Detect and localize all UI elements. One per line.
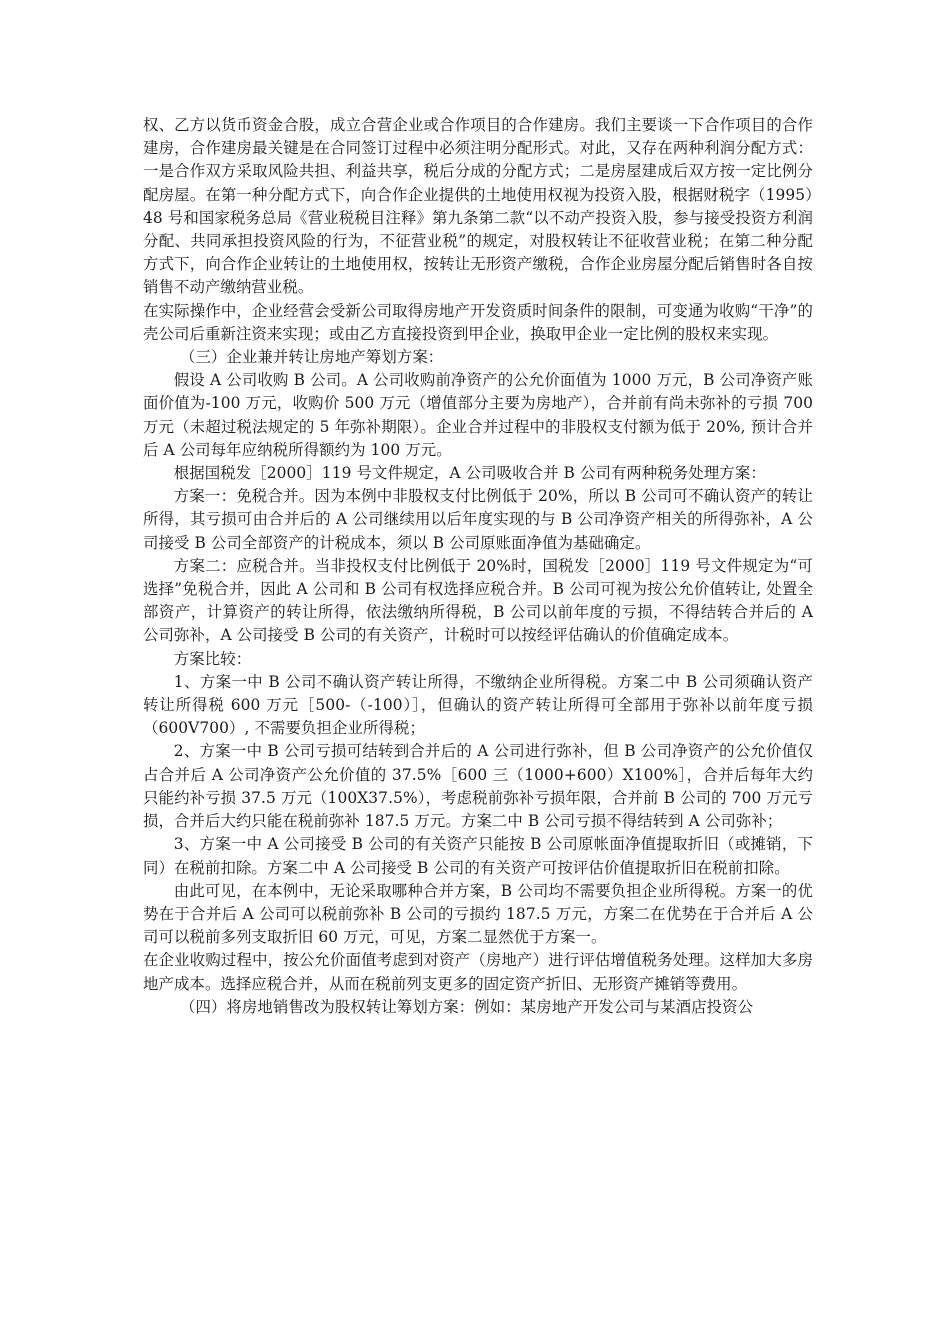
paragraph-practical-operation: 在实际操作中，企业经营会受新公司取得房地产开发资质时间条件的限制，可变通为收购“干净”的壳公司后重新注资来实现；或由乙方直接投资到甲企业，换取甲企业一定比例的股权来实现。 <box>143 301 813 343</box>
document-body <box>143 114 813 1019</box>
paragraph-acquisition: 在企业收购过程中，按公允价面值考虑到对资产（房地产）进行评估增值税务处理。这样加大多房地产成本。选择应税合并，从而在税前列支更多的固定资产折旧、无形资产摊销等费用。 <box>143 951 813 993</box>
paragraph-assumption: 假设 A 公司收购 B 公司。A 公司收购前净资产的公允价面值为 1000 万元，B 公司净资产账面价值为-100 万元，收购价 500 万元（增值部分主要为房地产），合并前有尚未弥补的亏损 700 万元（未超过税法规定的 5 年弥补期限）。企业合并过程中的非股权支付额为低于 20%, 预计合并后 A 公司每年应纳税所得额约为 100 万元。 <box>143 371 813 459</box>
list-item-comparison-1: 1、方案一中 B 公司不确认资产转让所得，不缴纳企业所得税。方案二中 B 公司须确认资产转让所得税 600 万元［500-（-100）］，但确认的资产转让所得可全部用于弥补以前年度亏损（600V700）, 不需要负担企业所得税； <box>143 672 813 738</box>
paragraph-plan-two: 方案二：应税合并。当非投权支付比例低于 20%时，国税发［2000］119 号文件规定为“可选择”免税合并，因此 A 公司和 B 公司有权选择应税合并。B 公司可视为按公允价值转让, 处置全部资产，计算资产的转让所得，依法缴纳所得税，B 公司以前年度的亏损，不得结转合并后的 A 公司弥补，A 公司接受 B 公司的有关资产，计税时可以按经评估确认的价值确定成本。 <box>143 556 813 645</box>
list-item-comparison-3: 3、方案一中 A 公司接受 B 公司的有关资产只能按 B 公司原帐面净值提取折旧（或摊销，下同）在税前扣除。方案二中 A 公司接受 B 公司的有关资产可按评估价值提取折旧在税前扣除。 <box>143 835 813 877</box>
section-heading-merger: （三）企业兼并转让房地产筹划方案： <box>179 348 444 367</box>
paragraph-regulation: 根据国税发［2000］119 号文件规定，A 公司吸收合并 B 公司有两种税务处理方案： <box>173 464 766 483</box>
paragraph-comparison-label: 方案比较： <box>173 649 252 668</box>
paragraph-conclusion: 由此可见，在本例中，无论采取哪种合并方案，B 公司均不需要负担企业所得税。方案一的优势在于合并后 A 公司可以税前弥补 B 公司的亏损约 187.5 万元，方案二在优势在于合并后 A 公司可以税前多列支取折旧 60 万元，可见，方案二显然优于方案一。 <box>143 881 813 947</box>
list-item-comparison-2: 2、方案一中 B 公司亏损可结转到合并后的 A 公司进行弥补，但 B 公司净资产的公允价值仅占合并后 A 公司净资产公允价值的 37.5%［600 三（1000+600）X100%］，合并后每年大约只能约补亏损 37.5 万元（100X37.5%），考虑税前弥补亏损年限，合并前 B 公司的 700 万元亏损，合并后大约只能在税前弥补 187.5 万元。方案二中 B 公司亏损不得结转到 A 公司弥补； <box>143 742 813 831</box>
paragraph-plan-one: 方案一：免税合并。因为本例中非股权支付比例低于 20%，所以 B 公司可不确认资产的转让所得，其亏损可由合并后的 A 公司继续用以后年度实现的与 B 公司净资产相关的所得弥补，A 公司接受 B 公司全部资产的计税成本，须以 B 公司原账面净值为基础确定。 <box>143 487 813 552</box>
section-heading-equity-transfer: （四）将房地销售改为股权转让筹划方案：例如：某房地产开发公司与某酒店投资公 <box>179 997 754 1016</box>
paragraph-cooperative-construction: 权、乙方以货币资金合股，成立合营企业或合作项目的合作建房。我们主要谈一下合作项目的合作建房，合作建房最关键是在合同签订过程中必须注明分配形式。对此，又存在两种利润分配方式：一是合作双方采取风险共担、利益共享，税后分成的分配方式；二是房屋建成后双方按一定比例分配房屋。在第一种分配方式下，向合作企业提供的土地使用权视为投资入股，根据财税字（1995）48 号和国家税务总局《营业税税目注释》第九条第二款“以不动产投资入股，参与接受投资方利润分配、共同承担投资风险的行为，不征营业税”的规定，对股权转让不征收营业税；在第二种分配方式下，向合作企业转让的土地使用权，按转让无形资产缴税，合作企业房屋分配后销售时各自按销售不动产缴纳营业税。 <box>143 116 813 297</box>
